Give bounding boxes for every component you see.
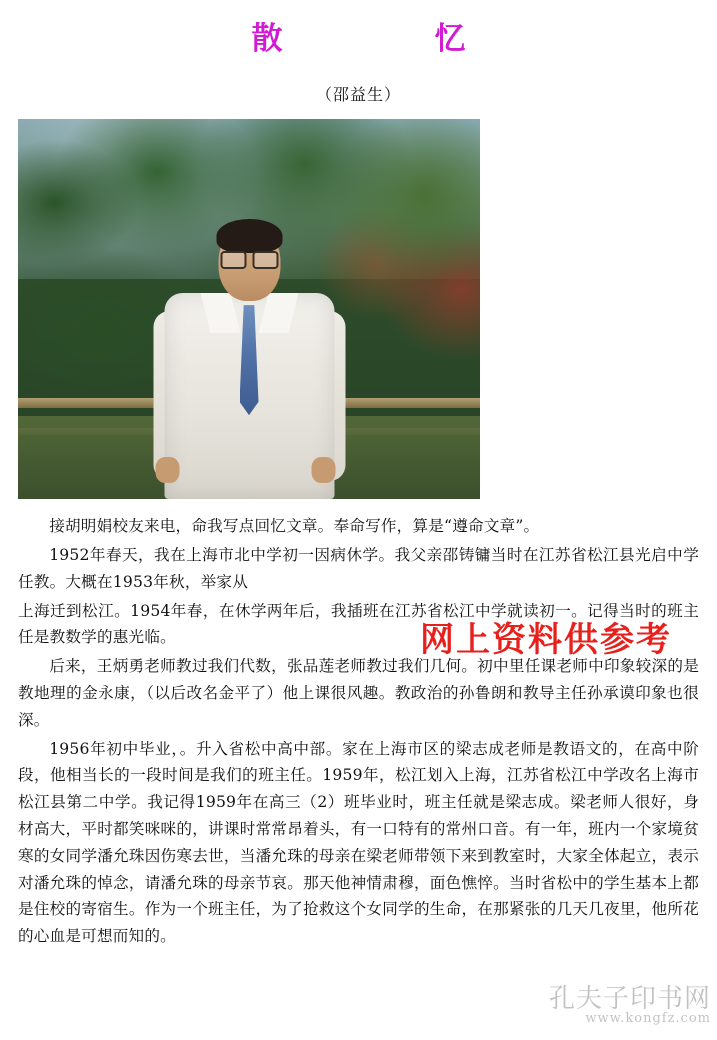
watermark-gray-text: 孔夫子印书网	[548, 984, 711, 1014]
watermark-gray	[549, 978, 711, 1026]
paragraph-3: 上海迁到松江。1954年春，在休学两年后，我插班在江苏省松江中学就读初一。记得当时的班主任是教数学的惠光临。	[18, 601, 699, 647]
watermark-red: 网上资料供参考	[420, 620, 672, 660]
page-title: 散 忆	[251, 21, 496, 57]
paragraph-4: 后来，王炳勇老师教过我们代数，张品莲老师教过我们几何。初中里任课老师中印象较深的是教地理的金永康，（以后改名金平了）他上课很风趣。教政治的孙鲁朗和教导主任孙承谟印象也很深。	[18, 657, 699, 729]
article-body	[18, 513, 699, 950]
paragraph-5: 1956年初中毕业，。升入省松中高中部。家在上海市区的梁志成老师是教语文的，在高中阶段，他相当长的一段时间是我们的班主任。1959年，松江划入上海，江苏省松江中学改名上海市松江县第二中学。我记得1959年在高三（2）班毕业时，班主任就是梁志成。梁老师人很好，身材高大，平时都笑咪咪的，讲课时常常昂着头，有一口特有的常州口音。有一年，班内一个家境贫寒的女同学潘允珠因伤寒去世，当潘允珠的母亲在梁老师带领下来到教室时，大家全体起立，表示对潘允珠的悼念，请潘允珠的母亲节哀。那天他神情肃穆，面色憔悴。当时省松中的学生基本上都是住校的寄宿生。作为一个班主任，为了抢救这个女同学的生命，在那紧张的几天几夜里，他所花的心血是可想而知的。	[18, 739, 699, 946]
person-right-hand	[311, 457, 335, 483]
author-line: （邵益生）	[315, 85, 401, 105]
paragraph-1: 接胡明娟校友来电，命我写点回忆文章。奉命写作，算是“遵命文章”。	[49, 517, 540, 536]
portrait-photo	[18, 119, 480, 499]
photo-person	[142, 219, 357, 499]
paragraph-2: 1952年春天，我在上海市北中学初一因病休学。我父亲邵铸镛当时在江苏省松江县光启中学任教。大概在1953年秋，举家从	[18, 545, 699, 591]
glasses-icon	[220, 251, 278, 266]
person-left-hand	[155, 457, 179, 483]
watermark-gray-sub: www.kongfz.com	[585, 1011, 711, 1026]
person-hair	[216, 219, 282, 253]
